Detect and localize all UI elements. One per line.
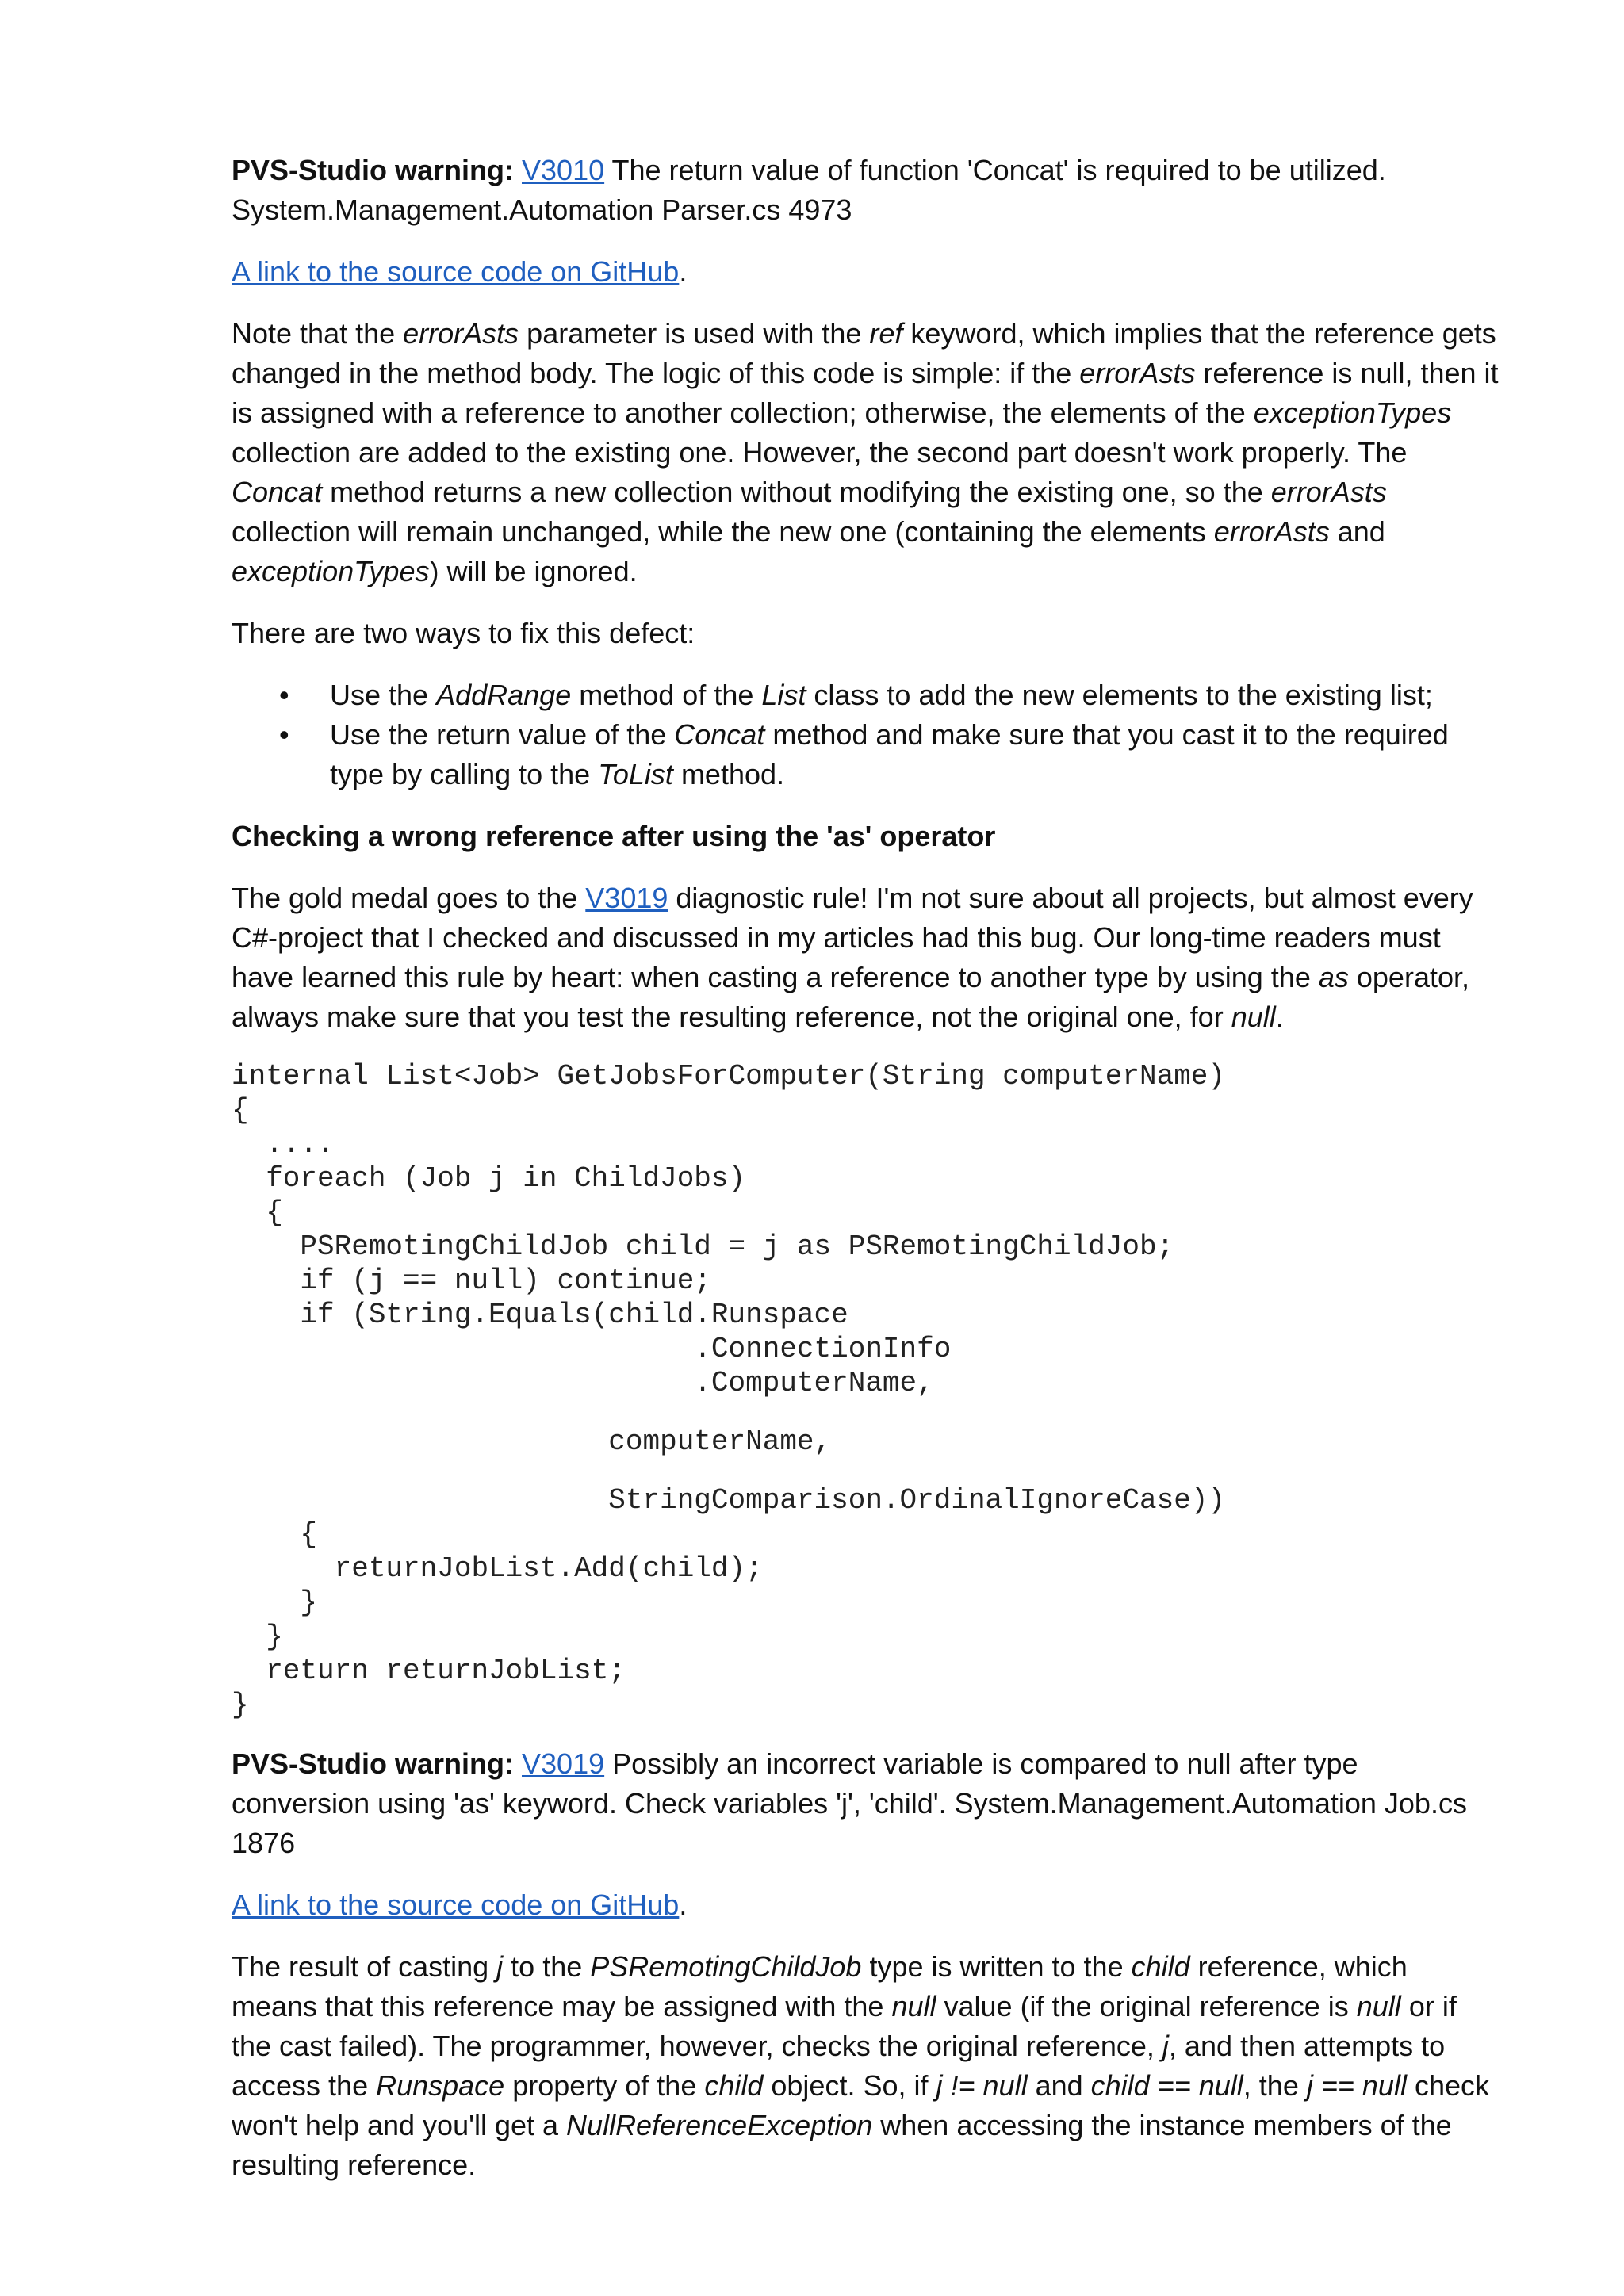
github-source-link-2[interactable]: A link to the source code on GitHub: [232, 1888, 680, 1921]
code-line: {: [232, 1094, 249, 1127]
github-link-paragraph-2: A link to the source code on GitHub.: [232, 1888, 688, 1921]
code-line: {: [232, 1518, 318, 1551]
warning-prefix: PVS-Studio warning:: [232, 154, 514, 186]
code-line: .ComputerName,: [232, 1367, 934, 1399]
code-line: if (j == null) continue;: [232, 1265, 711, 1297]
v3019-link[interactable]: V3019: [585, 882, 668, 914]
bullet-icon: •: [279, 718, 289, 751]
code-line: }: [232, 1586, 318, 1619]
bullet-icon: •: [279, 679, 289, 711]
code-line: ....: [232, 1128, 335, 1161]
fix-options-list: [232, 675, 1500, 794]
warning-location: System.Management.Automation Parser.cs 4973: [232, 193, 852, 226]
code-line: PSRemotingChildJob child = j as PSRemotingChildJob;: [232, 1230, 1174, 1263]
warning-prefix: PVS-Studio warning:: [232, 1747, 514, 1780]
warning-v3010: PVS-Studio warning: V3010 The return value of function 'Concat' is required to be utilized. System.Management.Automation Parser.cs 4973: [232, 154, 1386, 226]
code-line: internal List<Job> GetJobsForComputer(String computerName): [232, 1060, 1226, 1093]
code-block: [232, 1059, 1500, 1722]
v3010-link[interactable]: V3010: [522, 154, 605, 186]
fix-intro-paragraph: There are two ways to fix this defect:: [232, 617, 695, 649]
github-source-link-1[interactable]: A link to the source code on GitHub: [232, 255, 680, 288]
list-item: • Use the AddRange method of the List class to add the new elements to the existing list;: [232, 675, 1500, 715]
code-line: StringComparison.OrdinalIgnoreCase)): [232, 1484, 1226, 1517]
explanation-paragraph-2: The gold medal goes to the V3019 diagnostic rule! I'm not sure about all projects, but almost every C#-project that I checked and discussed in my articles had this bug. Our long-time readers must have learned this rule by heart: when casting a reference to another type by using the as operator, always make sure that you test the resulting reference, not the original one, for null.: [232, 882, 1473, 1033]
explanation-paragraph-1: Note that the errorAsts parameter is used with the ref keyword, which implies that the reference gets changed in the method body. The logic of this code is simple: if the errorAsts reference is null, then it is assigned with a reference to another collection; otherwise, the elements of the exceptionTypes collection are added to the existing one. However, the second part doesn't work properly. The Concat method returns a new collection without modifying the existing one, so the errorAsts collection will remain unchanged, while the new one (containing the elements errorAsts and exceptionTypes) will be ignored.: [232, 317, 1499, 587]
code-line: }: [232, 1689, 249, 1721]
github-link-paragraph-1: A link to the source code on GitHub.: [232, 255, 688, 288]
document-page: [232, 151, 1500, 2185]
code-line: foreach (Job j in ChildJobs): [232, 1162, 746, 1195]
code-line: if (String.Equals(child.Runspace: [232, 1299, 848, 1331]
code-line: }: [232, 1621, 283, 1653]
explanation-paragraph-3: The result of casting j to the PSRemotingChildJob type is written to the child reference, which means that this reference may be assigned with the null value (if the original reference is null or if the cast failed). The programmer, however, checks the original reference, j, and then attempts to access the Runspace property of the child object. So, if j != null and child == null, the j == null check won't help and you'll get a NullReferenceException when accessing the instance members of the resulting reference.: [232, 1950, 1489, 2181]
code-line: {: [232, 1196, 283, 1229]
code-line: computerName,: [232, 1425, 832, 1458]
code-line: return returnJobList;: [232, 1655, 626, 1687]
v3019-warning-link[interactable]: V3019: [522, 1747, 605, 1780]
code-line: returnJobList.Add(child);: [232, 1552, 763, 1585]
list-item: • Use the return value of the Concat method and make sure that you cast it to the required type by calling to the ToList method.: [232, 715, 1500, 794]
warning-v3019: PVS-Studio warning: V3019 Possibly an incorrect variable is compared to null after type conversion using 'as' keyword. Check variables 'j', 'child'. System.Management.Automation Job.cs 1876: [232, 1747, 1467, 1859]
section-heading: Checking a wrong reference after using the 'as' operator: [232, 820, 996, 852]
code-line: .ConnectionInfo: [232, 1333, 952, 1365]
